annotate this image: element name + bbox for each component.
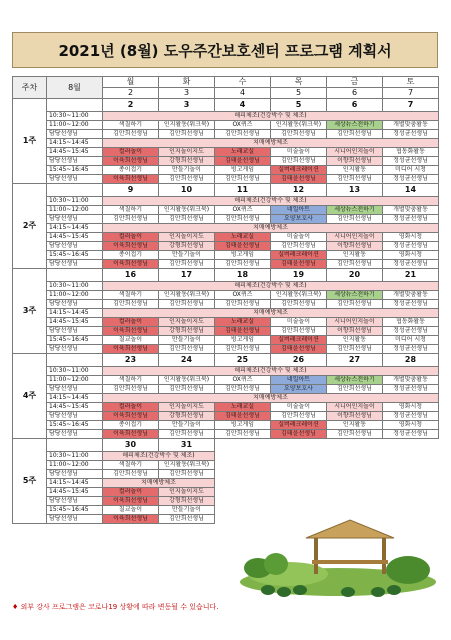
- teacher-cell: 이육희선생님: [103, 157, 159, 166]
- empty-cell: [215, 497, 271, 506]
- merged-program: 해피체조(건강박수 및 체조): [103, 367, 439, 376]
- program-cell: 네일아트: [271, 206, 327, 215]
- teacher-cell: 강형희선생님: [159, 242, 215, 251]
- empty-cell: [383, 452, 439, 461]
- program-cell: 종이접기: [103, 251, 159, 260]
- date-cell: 27: [327, 354, 383, 367]
- teacher-cell: 요양보호사: [271, 215, 327, 224]
- empty-cell: [271, 452, 327, 461]
- teacher-cell: 김안희선생님: [159, 175, 215, 184]
- date-blank: [47, 439, 103, 452]
- teacher-cell: 김안희선생님: [103, 470, 159, 479]
- teacher-cell: 김안희선생님: [327, 345, 383, 354]
- time-cell: 11:00~12:00: [47, 376, 103, 385]
- program-cell: 인지활동: [327, 251, 383, 260]
- program-cell: 만들기놀이: [159, 251, 215, 260]
- empty-cell: [215, 461, 271, 470]
- empty-cell: [271, 488, 327, 497]
- teacher-cell: 김안희선생님: [271, 412, 327, 421]
- header-day: 월: [103, 77, 159, 88]
- teacher-cell: 김태윤선생님: [271, 260, 327, 269]
- merged-program: 치매예방체조: [103, 479, 215, 488]
- time-cell: 11:00~12:00: [47, 291, 103, 300]
- date-cell: [271, 439, 327, 452]
- teacher-cell: 이육희선생님: [103, 260, 159, 269]
- program-cell: 세상뉴스전하기: [327, 206, 383, 215]
- schedule-table: [12, 76, 439, 524]
- program-cell: 인지놀이지도: [159, 403, 215, 412]
- time-cell: 10:30~11:00: [47, 282, 103, 291]
- program-cell: 세상뉴스전하기: [327, 376, 383, 385]
- week-label: 5주: [13, 439, 47, 524]
- date-cell: 21: [383, 269, 439, 282]
- teacher-cell: 강형희선생님: [159, 412, 215, 421]
- empty-cell: [271, 461, 327, 470]
- merged-program: 치매예방체조: [103, 394, 439, 403]
- program-cell: 개별맞춤활동: [383, 121, 439, 130]
- program-cell: 세상뉴스전하기: [327, 121, 383, 130]
- program-cell: 인지활동(워크북): [159, 461, 215, 470]
- date-cell: 20: [327, 269, 383, 282]
- header-date: 5: [271, 88, 327, 99]
- teacher-cell: 정성균선생님: [383, 215, 439, 224]
- time-cell: 담당선생님: [47, 300, 103, 309]
- teacher-cell: 이육희선생님: [103, 430, 159, 439]
- time-cell: 14:45~15:45: [47, 233, 103, 242]
- program-cell: 협동화활동: [383, 318, 439, 327]
- week-label: 4주: [13, 354, 47, 439]
- date-cell: 11: [215, 184, 271, 197]
- program-cell: 시니어인지놀이: [327, 148, 383, 157]
- date-cell: 31: [159, 439, 215, 452]
- teacher-cell: 강형희선생님: [159, 327, 215, 336]
- program-cell: OX퀴즈: [215, 206, 271, 215]
- program-cell: 컬러놀이: [103, 488, 159, 497]
- time-cell: 14:45~15:45: [47, 488, 103, 497]
- time-cell: 담당선생님: [47, 242, 103, 251]
- time-cell: 14:45~15:45: [47, 318, 103, 327]
- time-cell: 10:30~11:00: [47, 197, 103, 206]
- date-cell: [327, 439, 383, 452]
- footnote: ♦ 외부 강사 프로그램은 코로나19 상황에 따라 변동될 수 있습니다.: [12, 603, 219, 611]
- date-cell: 3: [159, 99, 215, 112]
- date-cell: 14: [383, 184, 439, 197]
- program-cell: 실버레크레이션: [271, 166, 327, 175]
- program-cell: 인지활동(워크북): [159, 376, 215, 385]
- program-cell: 인지놀이지도: [159, 318, 215, 327]
- program-cell: 빙고게임: [215, 336, 271, 345]
- program-cell: 빙고게임: [215, 421, 271, 430]
- teacher-cell: 정성균선생님: [383, 157, 439, 166]
- date-cell: 25: [215, 354, 271, 367]
- date-cell: 18: [215, 269, 271, 282]
- time-cell: 11:00~12:00: [47, 461, 103, 470]
- program-cell: 만들기놀이: [159, 166, 215, 175]
- empty-cell: [271, 497, 327, 506]
- teacher-cell: 이향희선생님: [327, 242, 383, 251]
- time-cell: 담당선생님: [47, 175, 103, 184]
- teacher-cell: 정성균선생님: [383, 327, 439, 336]
- teacher-cell: 이육희선생님: [103, 175, 159, 184]
- teacher-cell: 김태윤선생님: [271, 430, 327, 439]
- time-cell: 15:45~16:45: [47, 336, 103, 345]
- teacher-cell: 김안희선생님: [271, 130, 327, 139]
- date-cell: 5: [271, 99, 327, 112]
- teacher-cell: 김안희선생님: [103, 300, 159, 309]
- time-cell: 14:45~15:45: [47, 148, 103, 157]
- empty-cell: [215, 452, 271, 461]
- program-cell: 종이접기: [103, 166, 159, 175]
- merged-program: 해피체조(건강박수 및 체조): [103, 197, 439, 206]
- teacher-cell: 이향희선생님: [327, 157, 383, 166]
- program-cell: 개별맞춤활동: [383, 376, 439, 385]
- empty-cell: [383, 497, 439, 506]
- teacher-cell: 이육희선생님: [103, 515, 159, 524]
- teacher-cell: 김안희선생님: [159, 215, 215, 224]
- teacher-cell: 김안희선생님: [103, 215, 159, 224]
- program-cell: 미술놀이: [271, 318, 327, 327]
- program-cell: 종이접기: [103, 421, 159, 430]
- header-month: 8월: [47, 77, 103, 99]
- time-cell: 11:00~12:00: [47, 121, 103, 130]
- program-cell: OX퀴즈: [215, 376, 271, 385]
- pavilion-illustration: [228, 508, 438, 598]
- date-cell: 12: [271, 184, 327, 197]
- date-cell: 30: [103, 439, 159, 452]
- teacher-cell: 김안희선생님: [159, 470, 215, 479]
- program-cell: 색칠하기: [103, 376, 159, 385]
- program-cell: 인지활동: [327, 166, 383, 175]
- header-day: 목: [271, 77, 327, 88]
- date-cell: 13: [327, 184, 383, 197]
- program-cell: 미디어 시청: [383, 336, 439, 345]
- time-cell: 10:30~11:00: [47, 367, 103, 376]
- date-cell: 24: [159, 354, 215, 367]
- header-date: 7: [383, 88, 439, 99]
- teacher-cell: 김안희선생님: [159, 515, 215, 524]
- program-cell: 시니어인지놀이: [327, 403, 383, 412]
- header-date: 2: [103, 88, 159, 99]
- teacher-cell: 김태윤선생님: [215, 242, 271, 251]
- date-cell: 9: [103, 184, 159, 197]
- program-cell: 인지활동(워크북): [271, 291, 327, 300]
- header-date: 6: [327, 88, 383, 99]
- program-cell: 컬러놀이: [103, 318, 159, 327]
- empty-cell: [383, 470, 439, 479]
- teacher-cell: 김안희선생님: [159, 300, 215, 309]
- teacher-cell: 김안희선생님: [103, 130, 159, 139]
- header-date: 4: [215, 88, 271, 99]
- time-cell: 14:15~14:45: [47, 479, 103, 488]
- teacher-cell: 김안희선생님: [159, 385, 215, 394]
- teacher-cell: 김태윤선생님: [271, 345, 327, 354]
- program-cell: 색칠하기: [103, 461, 159, 470]
- empty-cell: [215, 470, 271, 479]
- program-cell: 영화시청: [383, 251, 439, 260]
- teacher-cell: 김안희선생님: [215, 260, 271, 269]
- teacher-cell: 김태윤선생님: [215, 327, 271, 336]
- teacher-cell: 김안희선생님: [327, 175, 383, 184]
- teacher-cell: 김안희선생님: [159, 130, 215, 139]
- time-cell: 담당선생님: [47, 345, 103, 354]
- empty-cell: [271, 470, 327, 479]
- program-cell: 인지활동(워크북): [159, 121, 215, 130]
- teacher-cell: 김안희선생님: [215, 215, 271, 224]
- date-blank: [47, 184, 103, 197]
- date-cell: 19: [271, 269, 327, 282]
- teacher-cell: 김안희선생님: [215, 300, 271, 309]
- time-cell: 10:30~11:00: [47, 452, 103, 461]
- teacher-cell: 김안희선생님: [215, 175, 271, 184]
- program-cell: 영화시청: [383, 403, 439, 412]
- program-cell: 컬러놀이: [103, 233, 159, 242]
- empty-cell: [383, 461, 439, 470]
- date-cell: 10: [159, 184, 215, 197]
- teacher-cell: 김안희선생님: [271, 300, 327, 309]
- teacher-cell: 이향희선생님: [327, 327, 383, 336]
- program-cell: 미술놀이: [271, 233, 327, 242]
- teacher-cell: 김안희선생님: [215, 130, 271, 139]
- date-cell: 26: [271, 354, 327, 367]
- merged-program: 치매예방체조: [103, 224, 439, 233]
- program-cell: 만들기놀이: [159, 421, 215, 430]
- time-cell: 담당선생님: [47, 412, 103, 421]
- time-cell: 14:15~14:45: [47, 224, 103, 233]
- time-cell: 담당선생님: [47, 430, 103, 439]
- empty-cell: [327, 488, 383, 497]
- program-cell: OX퀴즈: [215, 291, 271, 300]
- week-label: 3주: [13, 269, 47, 354]
- teacher-cell: 김안희선생님: [215, 430, 271, 439]
- header-day: 화: [159, 77, 215, 88]
- header-day: 금: [327, 77, 383, 88]
- teacher-cell: 정성균선생님: [383, 412, 439, 421]
- teacher-cell: 이육희선생님: [103, 345, 159, 354]
- teacher-cell: 김안희선생님: [159, 430, 215, 439]
- program-cell: 컬러놀이: [103, 403, 159, 412]
- teacher-cell: 김태윤선생님: [271, 175, 327, 184]
- program-cell: 만들기놀이: [159, 506, 215, 515]
- merged-program: 해피체조(건강박수 및 체조): [103, 282, 439, 291]
- time-cell: 15:45~16:45: [47, 166, 103, 175]
- date-cell: 28: [383, 354, 439, 367]
- program-cell: 색칠하기: [103, 206, 159, 215]
- teacher-cell: 김안희선생님: [327, 430, 383, 439]
- program-cell: 미술놀이: [271, 403, 327, 412]
- teacher-cell: 김안희선생님: [327, 385, 383, 394]
- program-cell: 인지활동(워크북): [271, 121, 327, 130]
- program-cell: 노래교실: [215, 233, 271, 242]
- empty-cell: [327, 461, 383, 470]
- program-cell: 개별맞춤활동: [383, 206, 439, 215]
- teacher-cell: 정성균선생님: [383, 130, 439, 139]
- time-cell: 10:30~11:00: [47, 112, 103, 121]
- program-cell: 인지놀이지도: [159, 233, 215, 242]
- time-cell: 15:45~16:45: [47, 251, 103, 260]
- program-cell: 빙고게임: [215, 251, 271, 260]
- program-cell: 칠교놀이: [103, 336, 159, 345]
- empty-cell: [215, 479, 271, 488]
- teacher-cell: 김안희선생님: [271, 157, 327, 166]
- program-cell: 칠교놀이: [103, 506, 159, 515]
- teacher-cell: 정성균선생님: [383, 175, 439, 184]
- program-cell: 컬러놀이: [103, 148, 159, 157]
- time-cell: 14:15~14:45: [47, 394, 103, 403]
- teacher-cell: 요양보호사: [271, 385, 327, 394]
- teacher-cell: 김안희선생님: [159, 260, 215, 269]
- teacher-cell: 김안희선생님: [327, 300, 383, 309]
- date-cell: 2: [103, 99, 159, 112]
- time-cell: 담당선생님: [47, 130, 103, 139]
- date-cell: [383, 439, 439, 452]
- teacher-cell: 김태윤선생님: [215, 157, 271, 166]
- program-cell: 인지놀이지도: [159, 148, 215, 157]
- merged-program: 해피체조(건강박수 및 체조): [103, 112, 439, 121]
- program-cell: 인지활동(워크북): [159, 291, 215, 300]
- teacher-cell: 이육희선생님: [103, 327, 159, 336]
- program-cell: 색칠하기: [103, 121, 159, 130]
- empty-cell: [327, 470, 383, 479]
- week-label: 1주: [13, 99, 47, 184]
- teacher-cell: 강형희선생님: [159, 497, 215, 506]
- time-cell: 담당선생님: [47, 327, 103, 336]
- empty-cell: [327, 497, 383, 506]
- program-cell: 미술놀이: [271, 148, 327, 157]
- page-title: 2021년 (8월) 도우주간보호센터 프로그램 계획서: [12, 32, 438, 68]
- program-cell: 노래교실: [215, 403, 271, 412]
- program-cell: 실버레크레이션: [271, 251, 327, 260]
- time-cell: 담당선생님: [47, 497, 103, 506]
- program-cell: 인지활동: [327, 336, 383, 345]
- program-cell: 노래교실: [215, 148, 271, 157]
- time-cell: 담당선생님: [47, 470, 103, 479]
- teacher-cell: 이육희선생님: [103, 242, 159, 251]
- time-cell: 14:15~14:45: [47, 309, 103, 318]
- program-cell: 협동화활동: [383, 148, 439, 157]
- program-cell: OX퀴즈: [215, 121, 271, 130]
- program-cell: 세상뉴스전하기: [327, 291, 383, 300]
- program-cell: 영화시청: [383, 233, 439, 242]
- teacher-cell: 정성균선생님: [383, 385, 439, 394]
- empty-cell: [383, 488, 439, 497]
- time-cell: 14:45~15:45: [47, 403, 103, 412]
- program-cell: 개별맞춤활동: [383, 291, 439, 300]
- date-cell: 7: [383, 99, 439, 112]
- teacher-cell: 정성균선생님: [383, 300, 439, 309]
- teacher-cell: 김안희선생님: [271, 327, 327, 336]
- merged-program: 해피체조(건강박수 및 체조): [103, 452, 215, 461]
- time-cell: 14:15~14:45: [47, 139, 103, 148]
- program-cell: 빙고게임: [215, 166, 271, 175]
- date-cell: 23: [103, 354, 159, 367]
- teacher-cell: 김안희선생님: [103, 385, 159, 394]
- time-cell: 11:00~12:00: [47, 206, 103, 215]
- program-cell: 실버레크레이션: [271, 336, 327, 345]
- program-cell: 인지활동(워크북): [159, 206, 215, 215]
- date-cell: 17: [159, 269, 215, 282]
- teacher-cell: 김안희선생님: [327, 130, 383, 139]
- program-cell: 시니어인지놀이: [327, 318, 383, 327]
- program-cell: 노래교실: [215, 318, 271, 327]
- date-cell: 4: [215, 99, 271, 112]
- teacher-cell: 정성균선생님: [383, 242, 439, 251]
- merged-program: 치매예방체조: [103, 309, 439, 318]
- empty-cell: [327, 479, 383, 488]
- time-cell: 담당선생님: [47, 260, 103, 269]
- time-cell: 담당선생님: [47, 515, 103, 524]
- program-cell: 미디어 시청: [383, 166, 439, 175]
- program-cell: 네일아트: [271, 376, 327, 385]
- date-cell: 6: [327, 99, 383, 112]
- time-cell: 담당선생님: [47, 215, 103, 224]
- teacher-cell: 정성균선생님: [383, 345, 439, 354]
- teacher-cell: 강형희선생님: [159, 157, 215, 166]
- teacher-cell: 정성균선생님: [383, 430, 439, 439]
- program-cell: 색칠하기: [103, 291, 159, 300]
- teacher-cell: 김태윤선생님: [215, 412, 271, 421]
- time-cell: 담당선생님: [47, 157, 103, 166]
- date-cell: 16: [103, 269, 159, 282]
- empty-cell: [383, 479, 439, 488]
- teacher-cell: 김안희선생님: [215, 385, 271, 394]
- program-cell: 실버레크레이션: [271, 421, 327, 430]
- teacher-cell: 정성균선생님: [383, 260, 439, 269]
- empty-cell: [271, 479, 327, 488]
- empty-cell: [327, 452, 383, 461]
- empty-cell: [215, 488, 271, 497]
- teacher-cell: 김안희선생님: [271, 242, 327, 251]
- date-cell: [215, 439, 271, 452]
- teacher-cell: 이육희선생님: [103, 412, 159, 421]
- header-day: 수: [215, 77, 271, 88]
- teacher-cell: 김안희선생님: [327, 215, 383, 224]
- teacher-cell: 김안희선생님: [215, 345, 271, 354]
- teacher-cell: 이육희선생님: [103, 497, 159, 506]
- program-cell: 영화시청: [383, 421, 439, 430]
- header-week: 주차: [13, 77, 47, 99]
- teacher-cell: 김안희선생님: [327, 260, 383, 269]
- program-cell: 인지활동: [327, 421, 383, 430]
- teacher-cell: 김안희선생님: [159, 345, 215, 354]
- time-cell: 담당선생님: [47, 385, 103, 394]
- program-cell: 인지놀이지도: [159, 488, 215, 497]
- date-blank: [47, 269, 103, 282]
- date-blank: [47, 99, 103, 112]
- header-day: 토: [383, 77, 439, 88]
- program-cell: 만들기놀이: [159, 336, 215, 345]
- time-cell: 15:45~16:45: [47, 506, 103, 515]
- merged-program: 치매예방체조: [103, 139, 439, 148]
- time-cell: 15:45~16:45: [47, 421, 103, 430]
- program-cell: 시니어인지놀이: [327, 233, 383, 242]
- date-blank: [47, 354, 103, 367]
- week-label: 2주: [13, 184, 47, 269]
- teacher-cell: 이향희선생님: [327, 412, 383, 421]
- header-date: 3: [159, 88, 215, 99]
